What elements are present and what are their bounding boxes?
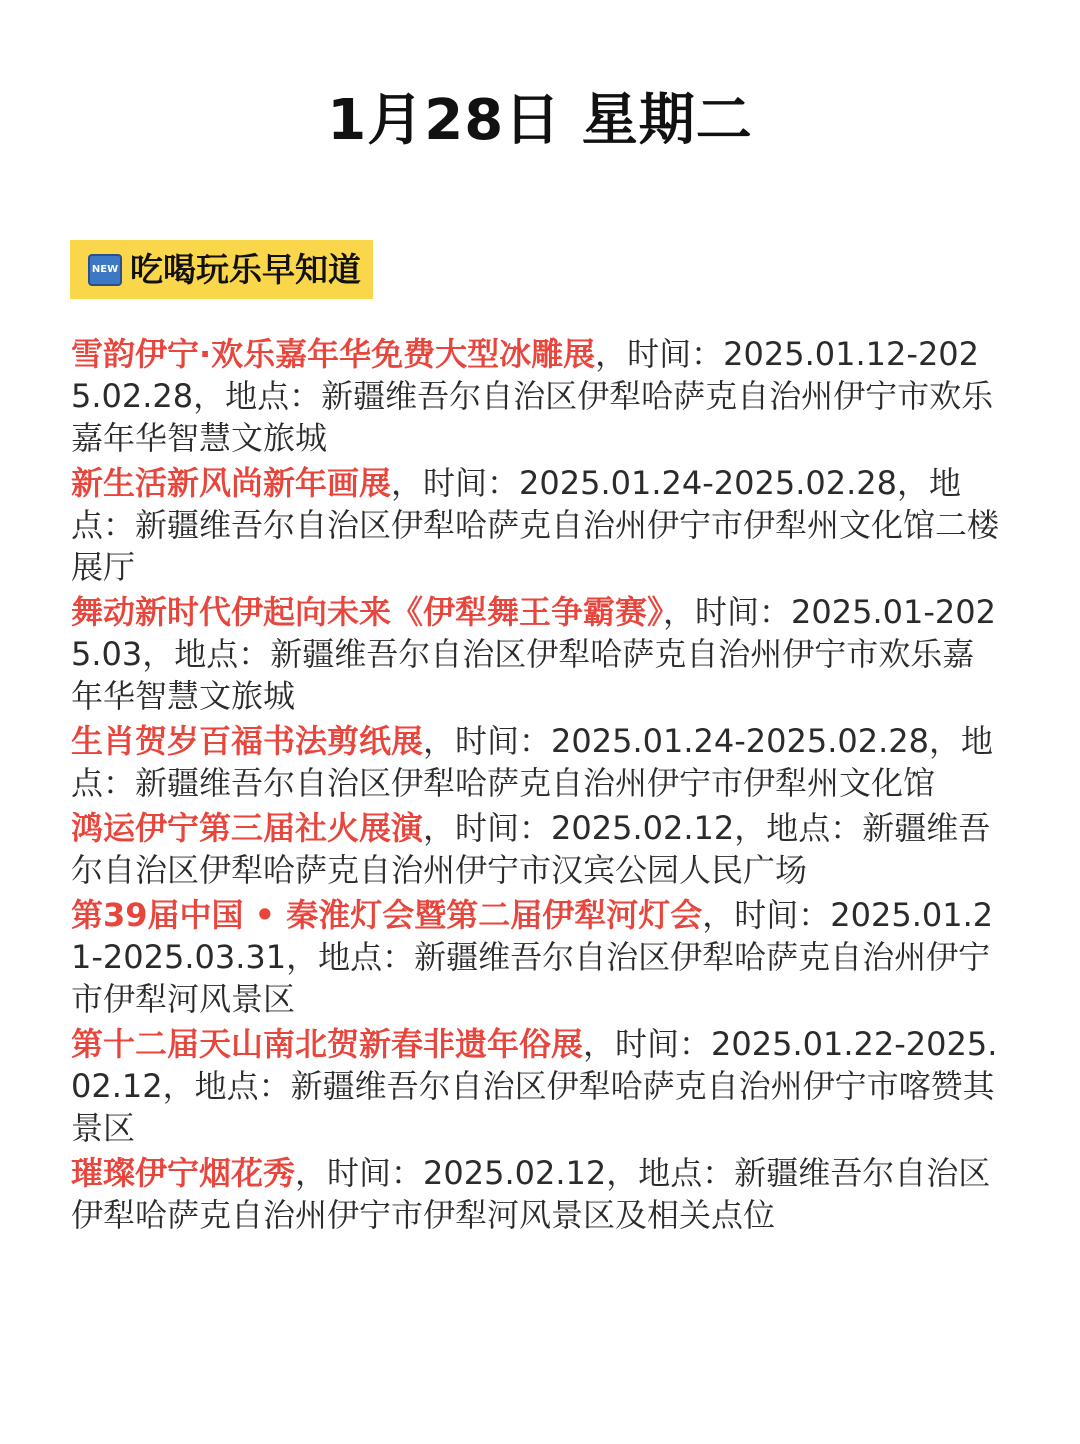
event-name: 第十二届天山南北贺新春非遗年俗展 — [71, 1025, 584, 1063]
event-details: ，时间：2025.01.21-2025.03.31，地点：新疆维吾尔自治区伊犁哈萨克自治州伊宁市伊犁河风景区 — [71, 896, 994, 1018]
event-item — [71, 333, 1006, 459]
event-name: 璀璨伊宁烟花秀 — [71, 1154, 296, 1192]
event-item — [71, 720, 1006, 804]
event-details: ，时间：2025.02.12，地点：新疆维吾尔自治区伊犁哈萨克自治州伊宁市汉宾公园人民广场 — [71, 809, 991, 889]
event-name: 雪韵伊宁·欢乐嘉年华免费大型冰雕展 — [71, 335, 596, 373]
page-title: 1月28日 星期二 — [327, 88, 753, 153]
event-item — [71, 591, 1006, 717]
event-details: ，时间：2025.01.12-2025.02.28，地点：新疆维吾尔自治区伊犁哈萨克自治州伊宁市欢乐嘉年华智慧文旅城 — [71, 335, 994, 457]
event-item — [71, 894, 1006, 1020]
event-item — [71, 807, 1006, 891]
event-name: 第39届中国 • 秦淮灯会暨第二届伊犁河灯会 — [71, 896, 703, 934]
event-details: ，时间：2025.01.24-2025.02.28，地点：新疆维吾尔自治区伊犁哈萨克自治州伊宁市伊犁州文化馆二楼展厅 — [71, 464, 1000, 586]
event-item — [71, 1152, 1006, 1236]
event-name: 舞动新时代伊起向未来《伊犁舞王争霸赛》 — [71, 593, 664, 631]
event-details: ，时间：2025.02.12，地点：新疆维吾尔自治区伊犁哈萨克自治州伊宁市伊犁河风景区及相关点位 — [71, 1154, 991, 1234]
event-list — [71, 333, 1006, 1239]
section-header — [70, 240, 373, 299]
event-item — [71, 462, 1006, 588]
event-details: ，时间：2025.01.24-2025.02.28，地点：新疆维吾尔自治区伊犁哈萨克自治州伊宁市伊犁州文化馆 — [71, 722, 994, 802]
new-badge-icon: NEW — [88, 254, 122, 286]
event-item — [71, 1023, 1006, 1149]
event-name: 鸿运伊宁第三届社火展演 — [71, 809, 424, 847]
section-label: 吃喝玩乐早知道 — [130, 250, 361, 289]
event-name: 新生活新风尚新年画展 — [71, 464, 392, 502]
event-name: 生肖贺岁百福书法剪纸展 — [71, 722, 424, 760]
event-details: ，时间：2025.01-2025.03，地点：新疆维吾尔自治区伊犁哈萨克自治州伊宁市欢乐嘉年华智慧文旅城 — [71, 593, 996, 715]
event-details: ，时间：2025.01.22-2025.02.12，地点：新疆维吾尔自治区伊犁哈萨克自治州伊宁市喀赞其景区 — [71, 1025, 998, 1147]
